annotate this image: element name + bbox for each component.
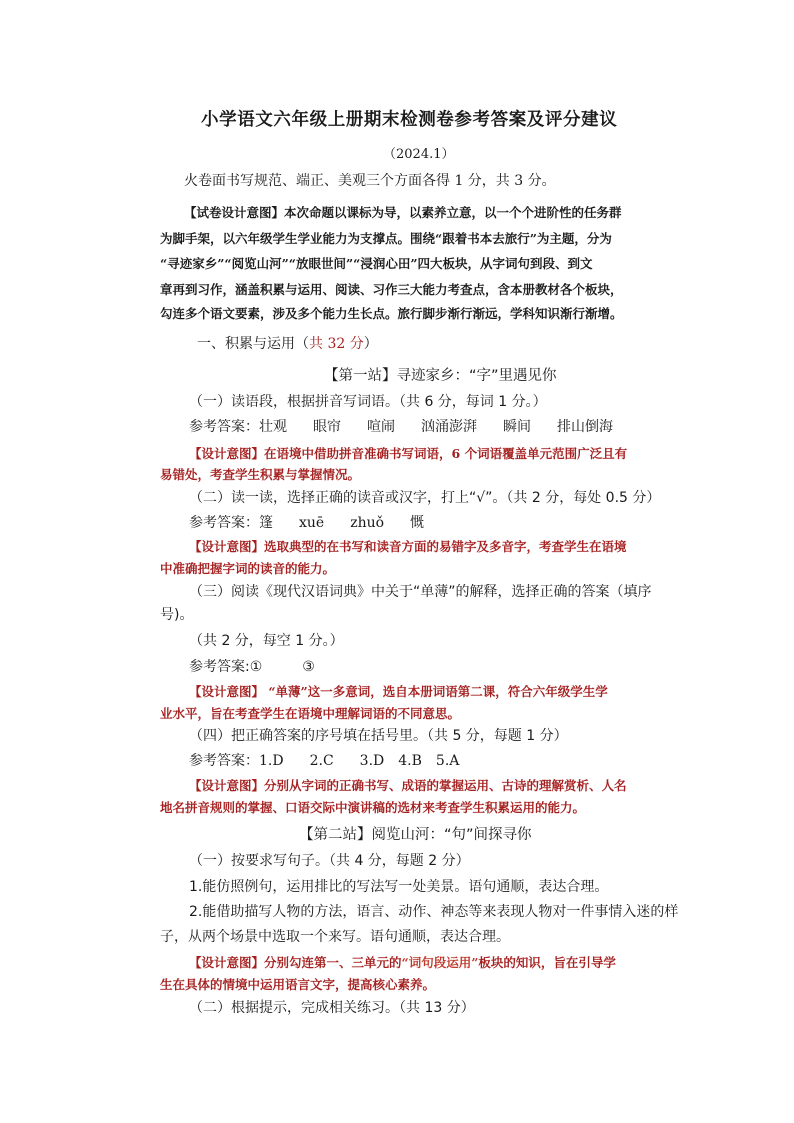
answer-label: 参考答案: — [189, 659, 250, 675]
section-1-heading-suffix: ） — [363, 336, 378, 352]
answer-item: 瞬间 — [503, 419, 531, 435]
s1-q1-prompt: （一）读语段，根据拼音写词语。（共 6 分，每词 1 分。） — [189, 394, 547, 410]
date-label: （2024.1） — [383, 147, 455, 162]
s2-q1-prompt: （一）按要求写句子。（共 4 分，每题 2 分） — [189, 853, 470, 869]
intent-line-1: 【试卷设计意图】本次命题以课标为导，以素养立意，以一个个进阶性的任务群 — [184, 205, 622, 220]
s1-q1-design-line-2: 易错处，考查学生积累与掌握情况。 — [160, 467, 361, 482]
s1-q3-prompt-line-2: 号)。 — [160, 607, 194, 623]
s2-q1-design-line-2: 生在具体的情境中运用语言文字，提高核心素养。 — [160, 977, 436, 992]
s1-q2-answer — [189, 514, 424, 532]
answer-item: ① — [249, 659, 263, 675]
intent-line-3: “寻迹家乡”“阅览山河”“放眼世间”“浸润心田”四大板块，从字词句到段、到文 — [160, 256, 593, 271]
answer-label: 参考答案： — [189, 419, 259, 435]
s2-q1-design-line-1 — [189, 954, 616, 972]
answer-item: ③ — [302, 659, 315, 675]
s1-q2-design-line-2: 中准确把握字词的读音的能力。 — [160, 561, 336, 576]
section-1-heading — [197, 335, 378, 353]
page-title: 小学语文六年级上册期末检测卷参考答案及评分建议 — [201, 110, 618, 130]
s1-q1-answer — [189, 418, 613, 436]
s1-q3-design-line-1: 【设计意图】 “单薄”这一多意词，选自本册词语第二课，符合六年级学生学 — [189, 684, 608, 699]
answer-item: 1.D — [259, 753, 284, 769]
design-tag: 【设计意图】 — [189, 446, 265, 461]
answer-item: 2.C — [309, 753, 334, 769]
answer-item: zhuǒ — [350, 515, 385, 531]
s1-q4-answer — [189, 752, 459, 770]
s2-q1-item-2-line-1: 2.能借助描写人物的方法，语言、动作、神态等来表现人物对一件事情入迷的样 — [189, 904, 679, 920]
design-highlight: “词句段运用” — [401, 955, 479, 970]
s1-q3-answer — [189, 658, 315, 676]
station-1-title: 【第一站】寻迹家乡：“字”里遇见你 — [324, 368, 557, 384]
station-2-title: 【第二站】阅览山河：“句”间探寻你 — [299, 827, 532, 843]
s2-q1-item-2-line-2: 子，从两个场景中选取一个来写。语句通顺，表达合理。 — [160, 929, 510, 945]
intent-line-5: 勾连多个语文要素，涉及多个能力生长点。旅行脚步渐行渐远，学科知识渐行渐增。 — [160, 306, 623, 321]
design-text: 6 个词语覆盖单元范围广泛且有 — [451, 446, 628, 461]
answer-label: 参考答案： — [189, 753, 259, 769]
s1-q2-prompt: （二）读一读，选择正确的读音或汉字，打上“√”。（共 2 分，每处 0.5 分） — [189, 490, 661, 506]
answer-label: 参考答案： — [189, 515, 259, 531]
answer-item: 5.A — [435, 753, 460, 769]
s1-q4-prompt: （四）把正确答案的序号填在括号里。（共 5 分，每题 1 分） — [189, 728, 568, 744]
answer-item: 慨 — [410, 515, 425, 531]
s1-q2-design-line-1: 【设计意图】选取典型的在书写和读音方面的易错字及多音字，考查学生在语境 — [189, 539, 627, 554]
answer-item: 排山倒海 — [557, 419, 613, 435]
design-text: 【设计意图】分别勾连第一、三单元的 — [189, 955, 402, 970]
answer-item: 眼帘 — [313, 419, 341, 435]
writing-score-note: 火卷面书写规范、端正、美观三个方面各得 1 分，共 3 分。 — [184, 173, 556, 189]
answer-item: 喧闹 — [367, 419, 395, 435]
s1-q4-design-line-2: 地名拼音规则的掌握、口语交际中演讲稿的选材来考查学生积累运用的能力。 — [160, 800, 586, 815]
answer-item: 汹涌澎湃 — [421, 419, 477, 435]
answer-item: 壮观 — [259, 419, 287, 435]
s1-q1-design-line-1 — [189, 445, 627, 463]
s1-q4-design-line-1: 【设计意图】分别从字词的正确书写、成语的掌握运用、古诗的理解赏析、人名 — [189, 778, 627, 793]
intent-line-2: 为脚手架，以六年级学生学业能力为支撑点。围绕“跟着书本去旅行”为主题，分为 — [160, 231, 612, 246]
answer-item: 篷 — [259, 515, 273, 531]
design-text: 在语境中借助拼音准确书写词语， — [264, 446, 452, 461]
section-1-heading-score: 共 32 分 — [309, 336, 364, 352]
intent-line-4: 章再到习作，涵盖积累与运用、阅读、习作三大能力考查点，含本册教材各个板块， — [160, 282, 623, 297]
s2-q1-item-1: 1.能仿照例句，运用排比的写法写一处美景。语句通顺，表达合理。 — [189, 879, 609, 895]
s1-q3-design-line-2: 业水平，旨在考查学生在语境中理解词语的不同意思。 — [160, 706, 461, 721]
design-text: 板块的知识，旨在引导学 — [478, 955, 616, 970]
answer-item: xuē — [299, 515, 325, 531]
answer-item: 4.B — [398, 753, 422, 769]
answer-item: 3.D — [359, 753, 385, 769]
s2-q2-prompt: （二）根据提示，完成相关练习。（共 13 分） — [189, 1000, 475, 1016]
s1-q3-score: （共 2 分，每空 1 分。） — [189, 633, 344, 649]
section-1-heading-prefix: 一、积累与运用（ — [197, 336, 309, 352]
s1-q3-prompt-line-1: （三）阅读《现代汉语词典》中关于“单薄”的解释，选择正确的答案（填序 — [189, 584, 652, 600]
